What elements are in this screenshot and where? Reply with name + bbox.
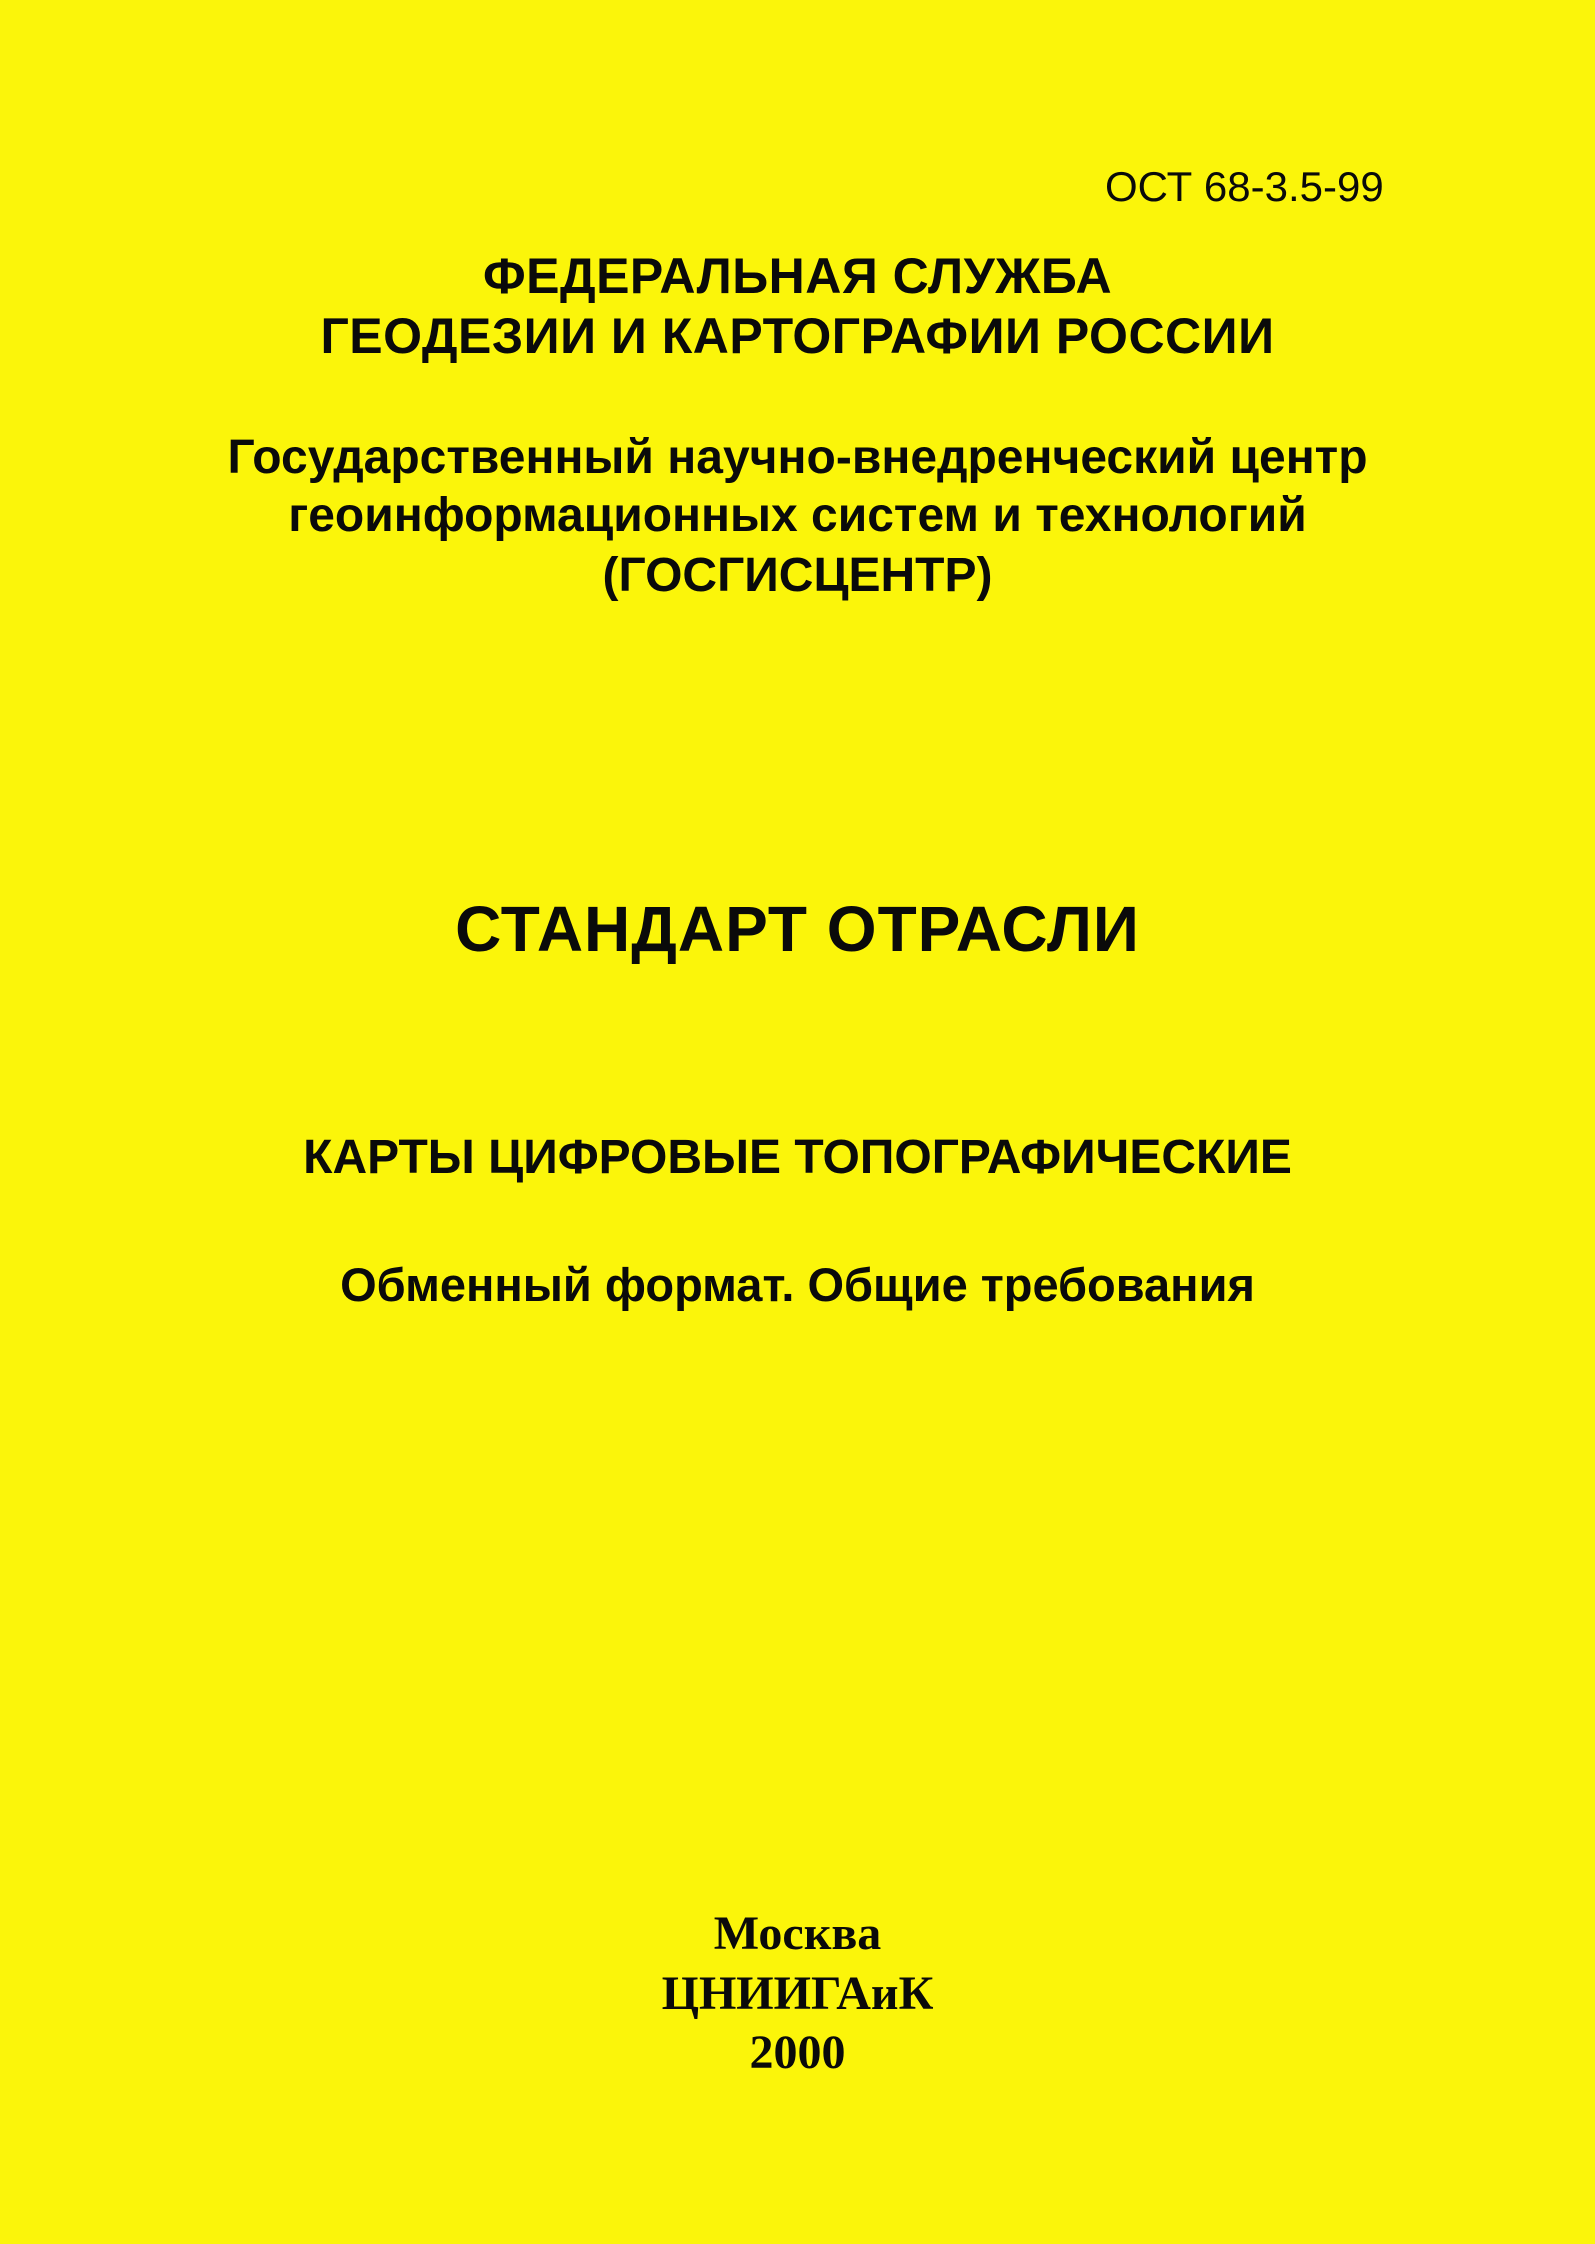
center-abbreviation: (ГОСГИСЦЕНТР) <box>602 549 993 602</box>
document-code: ОСТ 68-3.5-99 <box>1105 163 1384 210</box>
center-name-line-2: геоинформационных систем и технологий <box>288 489 1307 542</box>
agency-name-line-1: ФЕДЕРАЛЬНАЯ СЛУЖБА <box>482 248 1113 304</box>
imprint-publisher: ЦНИИГАиК <box>661 1967 934 2020</box>
imprint-city: Москва <box>713 1907 882 1960</box>
imprint-year: 2000 <box>749 2026 846 2079</box>
agency-name-line-2: ГЕОДЕЗИИ И КАРТОГРАФИИ РОССИИ <box>320 308 1275 364</box>
standard-subtitle: Обменный формат. Общие требования <box>340 1258 1255 1311</box>
standard-title: СТАНДАРТ ОТРАСЛИ <box>455 893 1140 965</box>
standard-subject: КАРТЫ ЦИФРОВЫЕ ТОПОГРАФИЧЕСКИЕ <box>303 1131 1292 1184</box>
center-name-line-1: Государственный научно-внедренческий центр <box>227 431 1368 484</box>
